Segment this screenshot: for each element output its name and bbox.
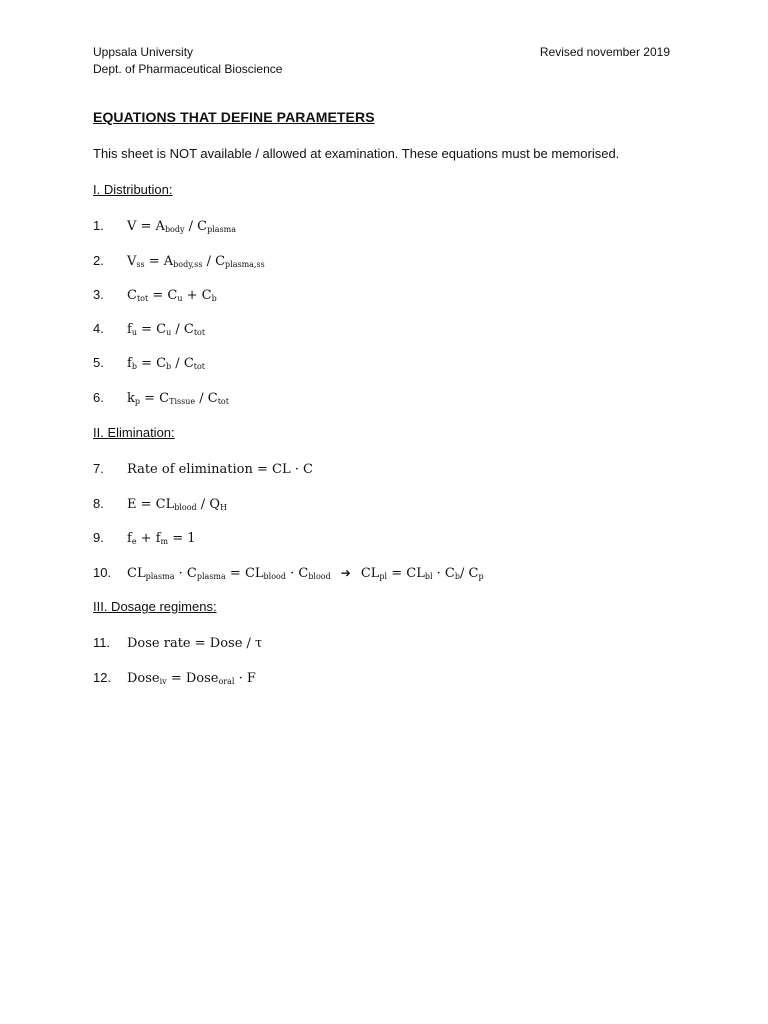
equation-expression: $V_{ss} = A_{body,ss} / C_{plasma,ss}$ bbox=[127, 254, 265, 269]
equation-expression: $CL_{plasma} \cdot C_{plasma} = CL_{blood} \cdot C_{blood}$ bbox=[127, 566, 331, 581]
institution-name: Uppsala University bbox=[93, 45, 194, 59]
intro-text: This sheet is NOT available / allowed at examination. These equations must be memorised. bbox=[93, 146, 620, 161]
equation-expression-derived: $CL_{pl} = CL_{bl} \cdot C_b/$ $C_p$ bbox=[360, 566, 484, 581]
arrow-right-icon: ➔ bbox=[340, 566, 351, 580]
equation-expression: Rate of elimination = CL · C bbox=[127, 462, 313, 477]
equation-row bbox=[93, 287, 217, 303]
equation-number: 1. bbox=[93, 218, 104, 233]
section-heading-elimination: II. Elimination: bbox=[93, 425, 175, 440]
equation-expression: $C_{tot} = C_u + C_b$ bbox=[127, 288, 217, 303]
equation-number: 10. bbox=[93, 565, 112, 580]
header-left bbox=[93, 44, 282, 78]
equation-expression: $k_p = C_{Tissue} / C_{tot}$ bbox=[127, 391, 229, 406]
equation-number: 4. bbox=[93, 321, 104, 336]
equation-row bbox=[93, 321, 205, 337]
equation-row bbox=[93, 390, 229, 406]
equation-expression: Dose rate = Dose / τ bbox=[127, 636, 263, 651]
equation-row bbox=[93, 530, 196, 546]
equation-expression: Dose$_{iv}$ = Dose$_{oral}$ · F bbox=[127, 671, 256, 686]
equation-row bbox=[93, 496, 227, 512]
equation-number: 9. bbox=[93, 530, 104, 545]
equation-number: 6. bbox=[93, 390, 104, 405]
equation-expression: $f_b = C_b / C_{tot}$ bbox=[127, 356, 206, 371]
equation-row bbox=[93, 565, 484, 581]
equation-row bbox=[93, 670, 256, 686]
equation-row bbox=[93, 253, 265, 269]
page-title: EQUATIONS THAT DEFINE PARAMETERS bbox=[93, 109, 375, 125]
equation-expression: $f_u = C_u / C_{tot}$ bbox=[127, 322, 206, 337]
equation-row bbox=[93, 355, 205, 371]
equation-row bbox=[93, 461, 313, 477]
equation-number: 5. bbox=[93, 355, 104, 370]
equation-number: 3. bbox=[93, 287, 104, 302]
equation-row bbox=[93, 635, 262, 651]
equation-number: 11. bbox=[93, 635, 111, 650]
equation-row bbox=[93, 218, 236, 234]
equation-number: 7. bbox=[93, 461, 104, 476]
department-name: Dept. of Pharmaceutical Bioscience bbox=[93, 62, 283, 76]
section-heading-dosage-regimens: III. Dosage regimens: bbox=[93, 599, 217, 614]
equation-number: 2. bbox=[93, 253, 104, 268]
section-heading-distribution: I. Distribution: bbox=[93, 182, 173, 197]
equation-expression: $f_e + f_m = 1$ bbox=[127, 531, 196, 546]
equation-expression: $V = A_{body} / C_{plasma}$ bbox=[127, 219, 237, 234]
revision-date: Revised november 2019 bbox=[539, 45, 670, 59]
document-page bbox=[93, 0, 673, 1024]
equation-number: 8. bbox=[93, 496, 104, 511]
equation-number: 12. bbox=[93, 670, 112, 685]
equation-expression: $E = CL_{blood} / Q_H$ bbox=[127, 497, 227, 512]
